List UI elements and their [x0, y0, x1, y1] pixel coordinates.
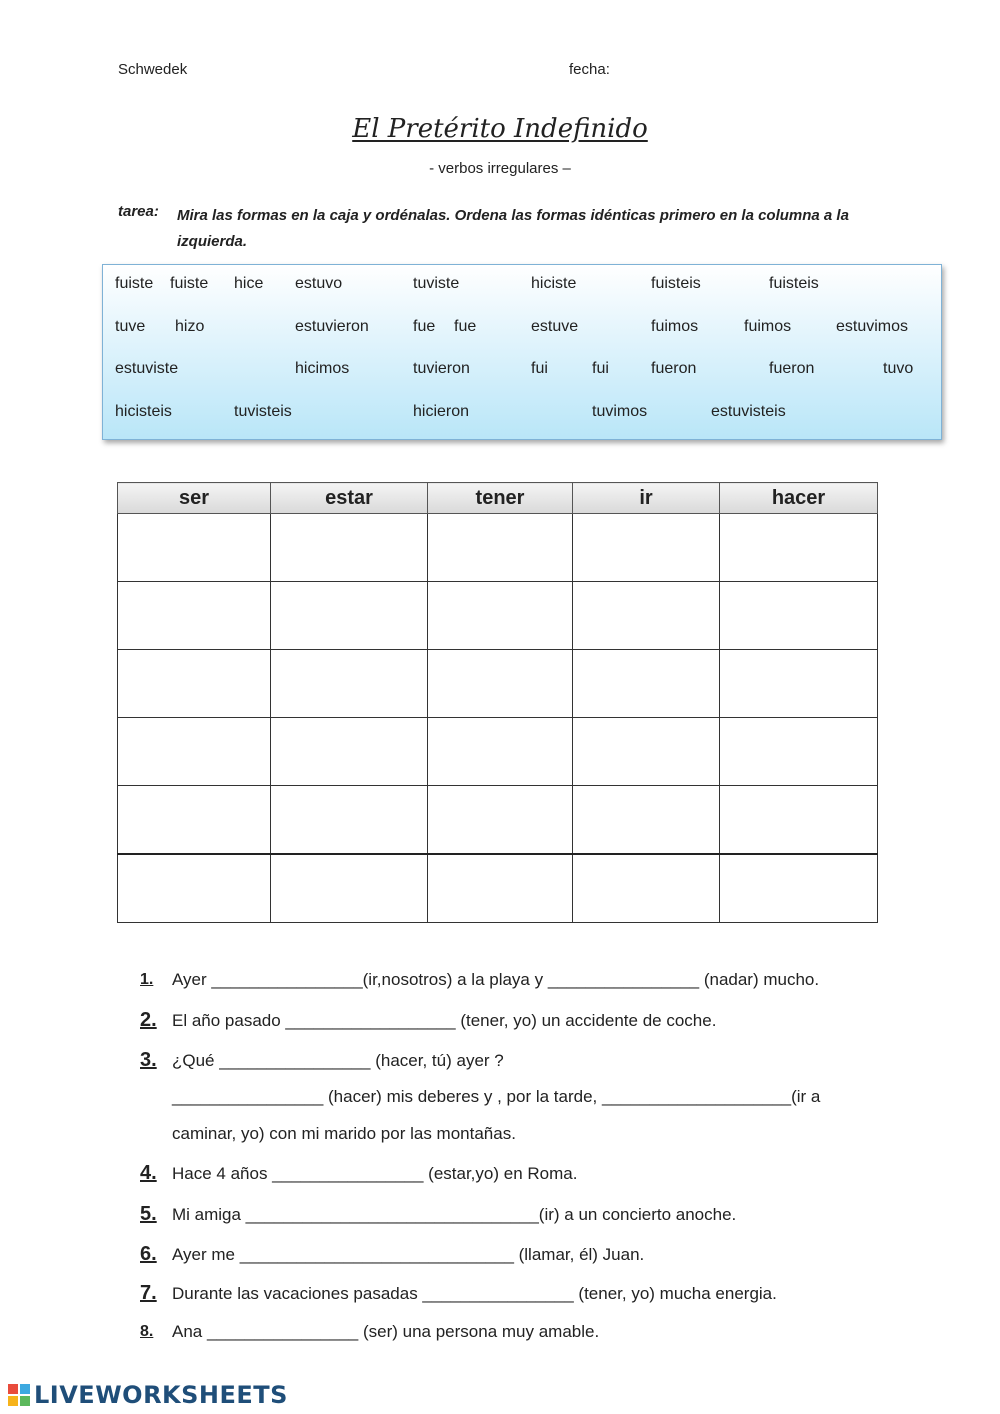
logo-text: LIVEWORKSHEETS — [34, 1381, 288, 1409]
word-item[interactable]: fuimos — [651, 318, 699, 335]
table-row — [118, 854, 878, 923]
drop-cell[interactable] — [428, 650, 573, 718]
word-item[interactable]: hizo — [175, 318, 205, 335]
task-label: tarea: — [118, 203, 159, 220]
drop-cell[interactable] — [118, 650, 271, 718]
word-item[interactable]: hicimos — [295, 360, 350, 377]
exercise-number: 2. — [140, 1009, 157, 1031]
word-item[interactable]: estuve — [531, 318, 579, 335]
drop-cell[interactable] — [118, 854, 271, 923]
column-header-hacer: hacer — [720, 483, 878, 514]
drop-cell[interactable] — [118, 718, 271, 786]
column-header-estar: estar — [271, 483, 428, 514]
drop-cell[interactable] — [720, 650, 878, 718]
word-item[interactable]: hicieron — [413, 403, 470, 420]
exercise-sentence-continued[interactable]: ________________ (hacer) mis deberes y , por la tarde, ____________________(ir a — [172, 1087, 821, 1106]
drop-cell[interactable] — [118, 514, 271, 582]
word-item[interactable]: fueron — [769, 360, 815, 377]
word-item[interactable]: estuviste — [115, 360, 179, 377]
drop-cell[interactable] — [720, 582, 878, 650]
word-item[interactable]: fue — [454, 318, 477, 335]
table-row — [118, 718, 878, 786]
drop-cell[interactable] — [428, 718, 573, 786]
word-item[interactable]: estuvisteis — [711, 403, 786, 420]
author-name: Schwedek — [118, 61, 188, 78]
word-item[interactable]: fui — [592, 360, 609, 377]
exercise-number: 4. — [140, 1162, 157, 1184]
word-item[interactable]: hice — [234, 275, 264, 292]
exercise-sentence[interactable]: Hace 4 años ________________ (estar,yo) en Roma. — [172, 1164, 578, 1183]
word-item[interactable]: fuimos — [744, 318, 792, 335]
drop-cell[interactable] — [428, 582, 573, 650]
drop-cell[interactable] — [573, 514, 720, 582]
word-item[interactable]: fui — [531, 360, 548, 377]
column-header-ser: ser — [118, 483, 271, 514]
word-item[interactable]: tuviste — [413, 275, 460, 292]
liveworksheets-logo-icon — [8, 1384, 30, 1406]
word-item[interactable]: fue — [413, 318, 436, 335]
liveworksheets-logo — [8, 1381, 288, 1409]
drop-cell[interactable] — [271, 854, 428, 923]
drop-cell[interactable] — [428, 514, 573, 582]
word-item[interactable]: fueron — [651, 360, 697, 377]
exercise-number: 6. — [140, 1243, 157, 1265]
drop-cell[interactable] — [720, 514, 878, 582]
exercise-sentence[interactable]: Durante las vacaciones pasadas ________________ (tener, yo) mucha energia. — [172, 1284, 777, 1303]
word-item[interactable]: hicisteis — [115, 403, 172, 420]
word-item[interactable]: estuvieron — [295, 318, 369, 335]
drop-cell[interactable] — [573, 854, 720, 923]
worksheet-title: El Pretérito Indefinido — [352, 114, 648, 144]
column-header-ir: ir — [573, 483, 720, 514]
drop-cell[interactable] — [573, 650, 720, 718]
drop-cell[interactable] — [271, 582, 428, 650]
word-item[interactable]: estuvimos — [836, 318, 909, 335]
drop-cell[interactable] — [573, 582, 720, 650]
drop-cell[interactable] — [720, 786, 878, 855]
exercise-number: 1. — [140, 971, 154, 988]
word-item[interactable]: hiciste — [531, 275, 577, 292]
table-row — [118, 514, 878, 582]
table-row — [118, 582, 878, 650]
drop-cell[interactable] — [720, 854, 878, 923]
drop-cell[interactable] — [271, 718, 428, 786]
drop-cell[interactable] — [428, 786, 573, 855]
word-item[interactable]: estuvo — [295, 275, 343, 292]
exercise-sentence[interactable]: Ana ________________ (ser) una persona muy amable. — [172, 1322, 600, 1341]
exercise-sentence[interactable]: Ayer ________________(ir,nosotros) a la playa y ________________ (nadar) mucho. — [172, 970, 820, 989]
exercise-number: 3. — [140, 1049, 157, 1071]
word-item[interactable]: tuvieron — [413, 360, 470, 377]
exercise-sentence[interactable]: El año pasado __________________ (tener, yo) un accidente de coche. — [172, 1011, 717, 1030]
verb-sorting-table — [117, 482, 878, 923]
drop-cell[interactable] — [271, 786, 428, 855]
exercise-number: 7. — [140, 1282, 157, 1304]
drop-cell[interactable] — [118, 786, 271, 855]
drop-cell[interactable] — [720, 718, 878, 786]
exercise-sentence[interactable]: Ayer me _____________________________ (llamar, él) Juan. — [172, 1245, 645, 1264]
word-item[interactable]: fuiste — [115, 275, 154, 292]
exercise-number: 5. — [140, 1203, 157, 1225]
table-header-row — [118, 483, 878, 514]
exercise-number: 8. — [140, 1323, 154, 1340]
drop-cell[interactable] — [573, 786, 720, 855]
date-label: fecha: — [569, 61, 610, 78]
word-item[interactable]: tuve — [115, 318, 146, 335]
word-item[interactable]: fuiste — [170, 275, 209, 292]
drop-cell[interactable] — [573, 718, 720, 786]
word-item[interactable]: tuvisteis — [234, 403, 292, 420]
drop-cell[interactable] — [271, 514, 428, 582]
worksheet-subtitle: - verbos irregulares – — [429, 160, 571, 177]
table-row — [118, 650, 878, 718]
word-item[interactable]: fuisteis — [769, 275, 819, 292]
column-header-tener: tener — [428, 483, 573, 514]
word-item[interactable]: fuisteis — [651, 275, 701, 292]
drop-cell[interactable] — [118, 582, 271, 650]
exercise-sentence-continued: caminar, yo) con mi marido por las montañas. — [172, 1124, 516, 1143]
exercise-sentence[interactable]: ¿Qué ________________ (hacer, tú) ayer ? — [172, 1051, 504, 1070]
exercise-sentence[interactable]: Mi amiga _______________________________(ir) a un concierto anoche. — [172, 1205, 737, 1224]
word-item[interactable]: tuvo — [883, 360, 914, 377]
drop-cell[interactable] — [271, 650, 428, 718]
table-row — [118, 786, 878, 855]
task-instructions: Mira las formas en la caja y ordénalas. Ordena las formas idénticas primero en la columna a la izquierda. — [177, 207, 849, 250]
word-box — [102, 264, 942, 440]
word-item[interactable]: tuvimos — [592, 403, 648, 420]
drop-cell[interactable] — [428, 854, 573, 923]
